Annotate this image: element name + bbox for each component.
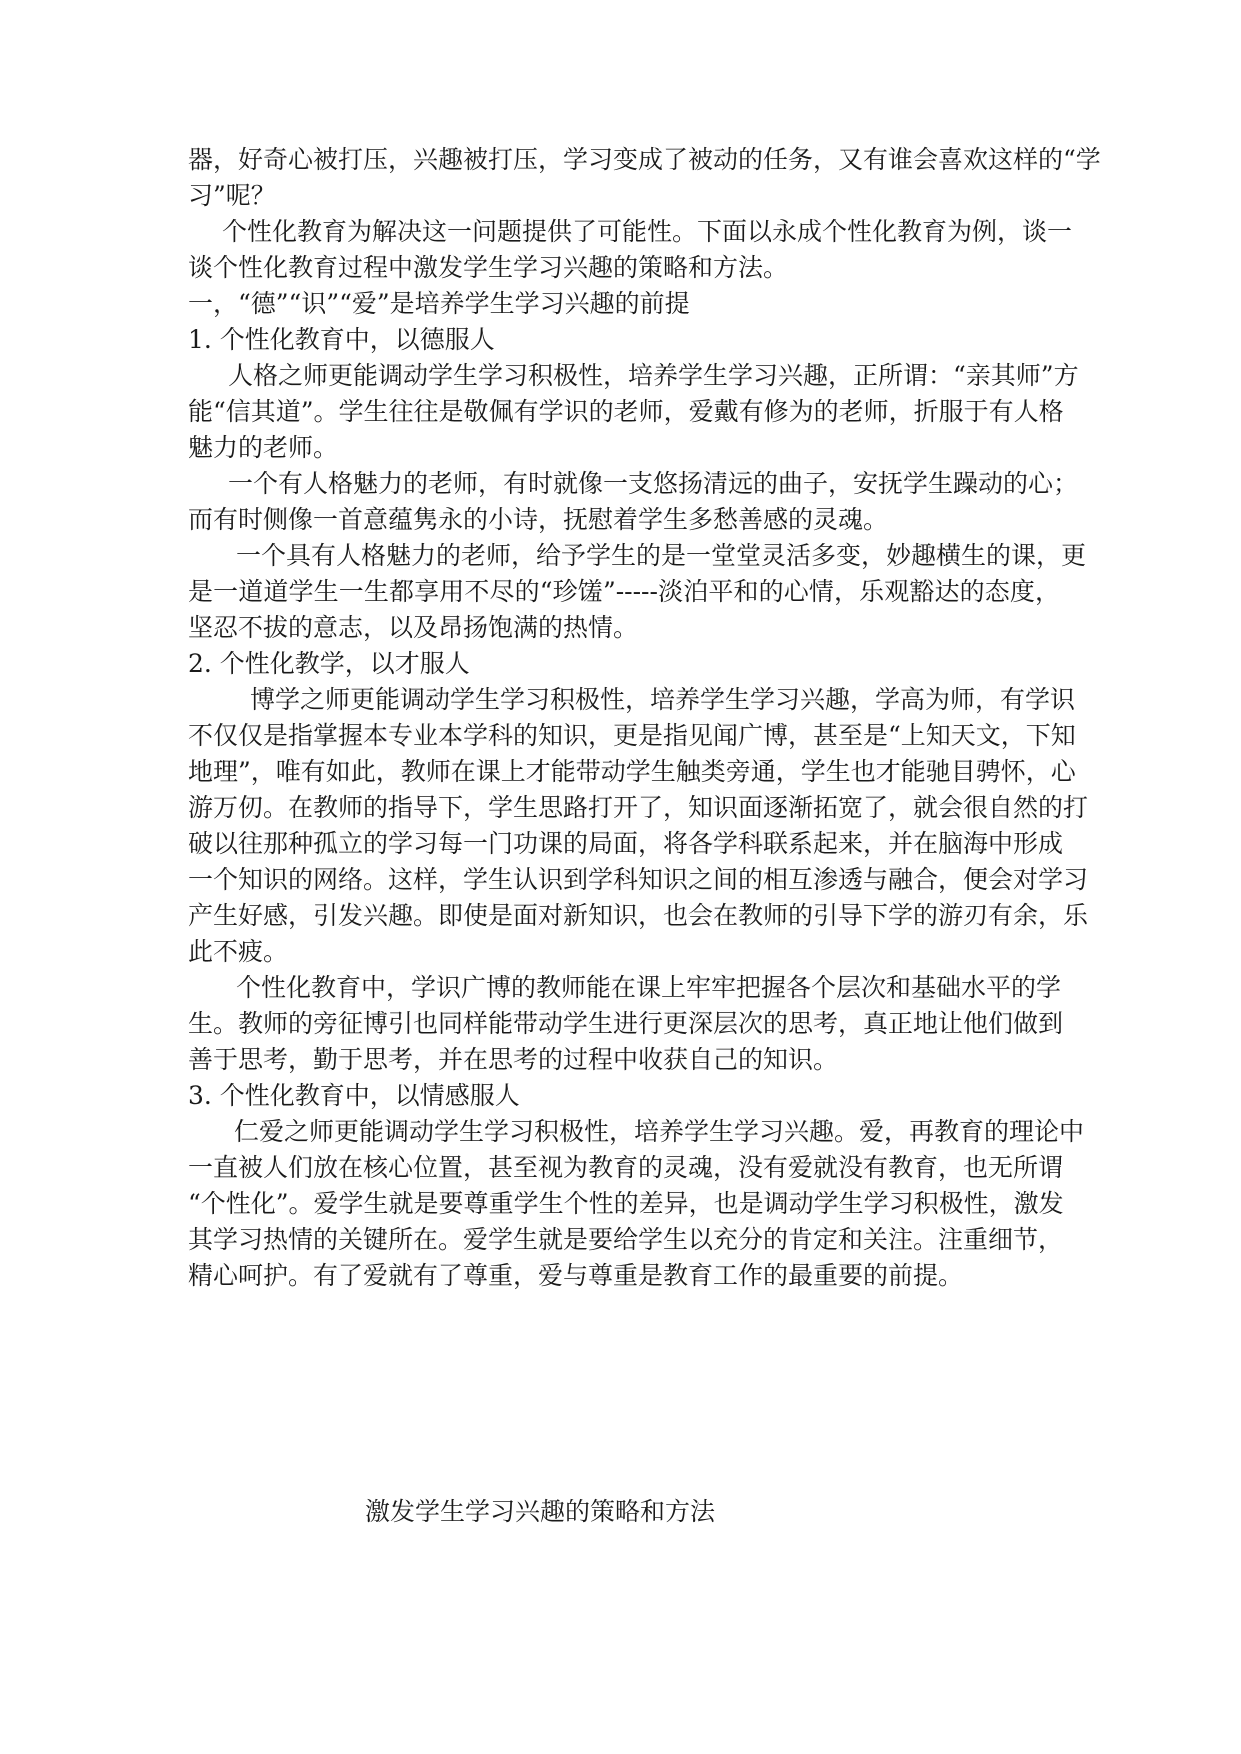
subsection-heading: 3. 个性化教育中，以情感服人	[188, 1081, 520, 1110]
paragraph-line: 魅力的老师。	[188, 433, 339, 462]
paragraph-line: 是一道道学生一生都享用不尽的“珍馐”-----淡泊平和的心情，乐观豁达的态度，	[188, 577, 1060, 606]
paragraph-line: 人格之师更能调动学生学习积极性，培养学生学习兴趣，正所谓：“亲其师”方	[228, 361, 1079, 390]
paragraph-line: 生。教师的旁征博引也同样能带动学生进行更深层次的思考，真正地让他们做到	[188, 1009, 1064, 1038]
paragraph-line: “个性化”。爱学生就是要尊重学生个性的差异，也是调动学生学习积极性，激发	[188, 1189, 1064, 1218]
paragraph-line: 谈个性化教育过程中激发学生学习兴趣的策略和方法。	[188, 253, 789, 282]
subsection-heading: 2. 个性化教学，以才服人	[188, 649, 470, 678]
paragraph-line: 器，好奇心被打压，兴趣被打压，学习变成了被动的任务，又有谁会喜欢这样的“学	[188, 145, 1101, 174]
paragraph-line: 个性化教育为解决这一问题提供了可能性。下面以永成个性化教育为例，谈一	[222, 217, 1073, 246]
paragraph-line: 产生好感，引发兴趣。即使是面对新知识，也会在教师的引导下学的游刃有余，乐	[188, 901, 1089, 930]
paragraph-line: 游万仞。在教师的指导下，学生思路打开了，知识面逐渐拓宽了，就会很自然的打	[188, 793, 1089, 822]
paragraph-line: 此不疲。	[188, 937, 289, 966]
paragraph-line: 一个有人格魅力的老师，有时就像一支悠扬清远的曲子，安抚学生躁动的心；	[228, 469, 1079, 498]
paragraph-line: 破以往那种孤立的学习每一门功课的局面，将各学科联系起来，并在脑海中形成	[188, 829, 1064, 858]
subsection-heading: 1. 个性化教育中，以德服人	[188, 325, 495, 354]
document-body	[188, 142, 1101, 1294]
paragraph-line: 不仅仅是指掌握本专业本学科的知识，更是指见闻广博，甚至是“上知天文，下知	[188, 721, 1076, 750]
paragraph-line: 坚忍不拔的意志，以及昂扬饱满的热情。	[188, 613, 639, 642]
paragraph-line: 一个具有人格魅力的老师，给予学生的是一堂堂灵活多变，妙趣横生的课，更	[236, 541, 1087, 570]
paragraph-line: 精心呵护。有了爱就有了尊重，爱与尊重是教育工作的最重要的前提。	[188, 1261, 964, 1290]
paragraph-line: 博学之师更能调动学生学习积极性，培养学生学习兴趣，学高为师，有学识	[250, 685, 1076, 714]
paragraph-line: 习”呢？	[188, 181, 276, 210]
paragraph-line: 善于思考，勤于思考，并在思考的过程中收获自己的知识。	[188, 1045, 839, 1074]
paragraph-line: 而有时侧像一首意蕴隽永的小诗，抚慰着学生多愁善感的灵魂。	[188, 505, 889, 534]
paragraph-line: 仁爱之师更能调动学生学习积极性，培养学生学习兴趣。爱，再教育的理论中	[234, 1117, 1085, 1146]
footer-title: 激发学生学习兴趣的策略和方法	[365, 1497, 716, 1526]
paragraph-line: 个性化教育中，学识广博的教师能在课上牢牢把握各个层次和基础水平的学	[236, 973, 1062, 1002]
paragraph-line: 能“信其道”。学生往往是敬佩有学识的老师，爱戴有修为的老师，折服于有人格	[188, 397, 1064, 426]
paragraph-line: 一个知识的网络。这样，学生认识到学科知识之间的相互渗透与融合，便会对学习	[188, 865, 1089, 894]
paragraph-line: 地理”，唯有如此，教师在课上才能带动学生触类旁通，学生也才能驰目骋怀，心	[188, 757, 1076, 786]
paragraph-line: 一直被人们放在核心位置，甚至视为教育的灵魂，没有爱就没有教育，也无所谓	[188, 1153, 1064, 1182]
paragraph-line: 其学习热情的关键所在。爱学生就是要给学生以充分的肯定和关注。注重细节，	[188, 1225, 1064, 1254]
section-heading: 一，“德”“识”“爱”是培养学生学习兴趣的前提	[188, 289, 690, 318]
